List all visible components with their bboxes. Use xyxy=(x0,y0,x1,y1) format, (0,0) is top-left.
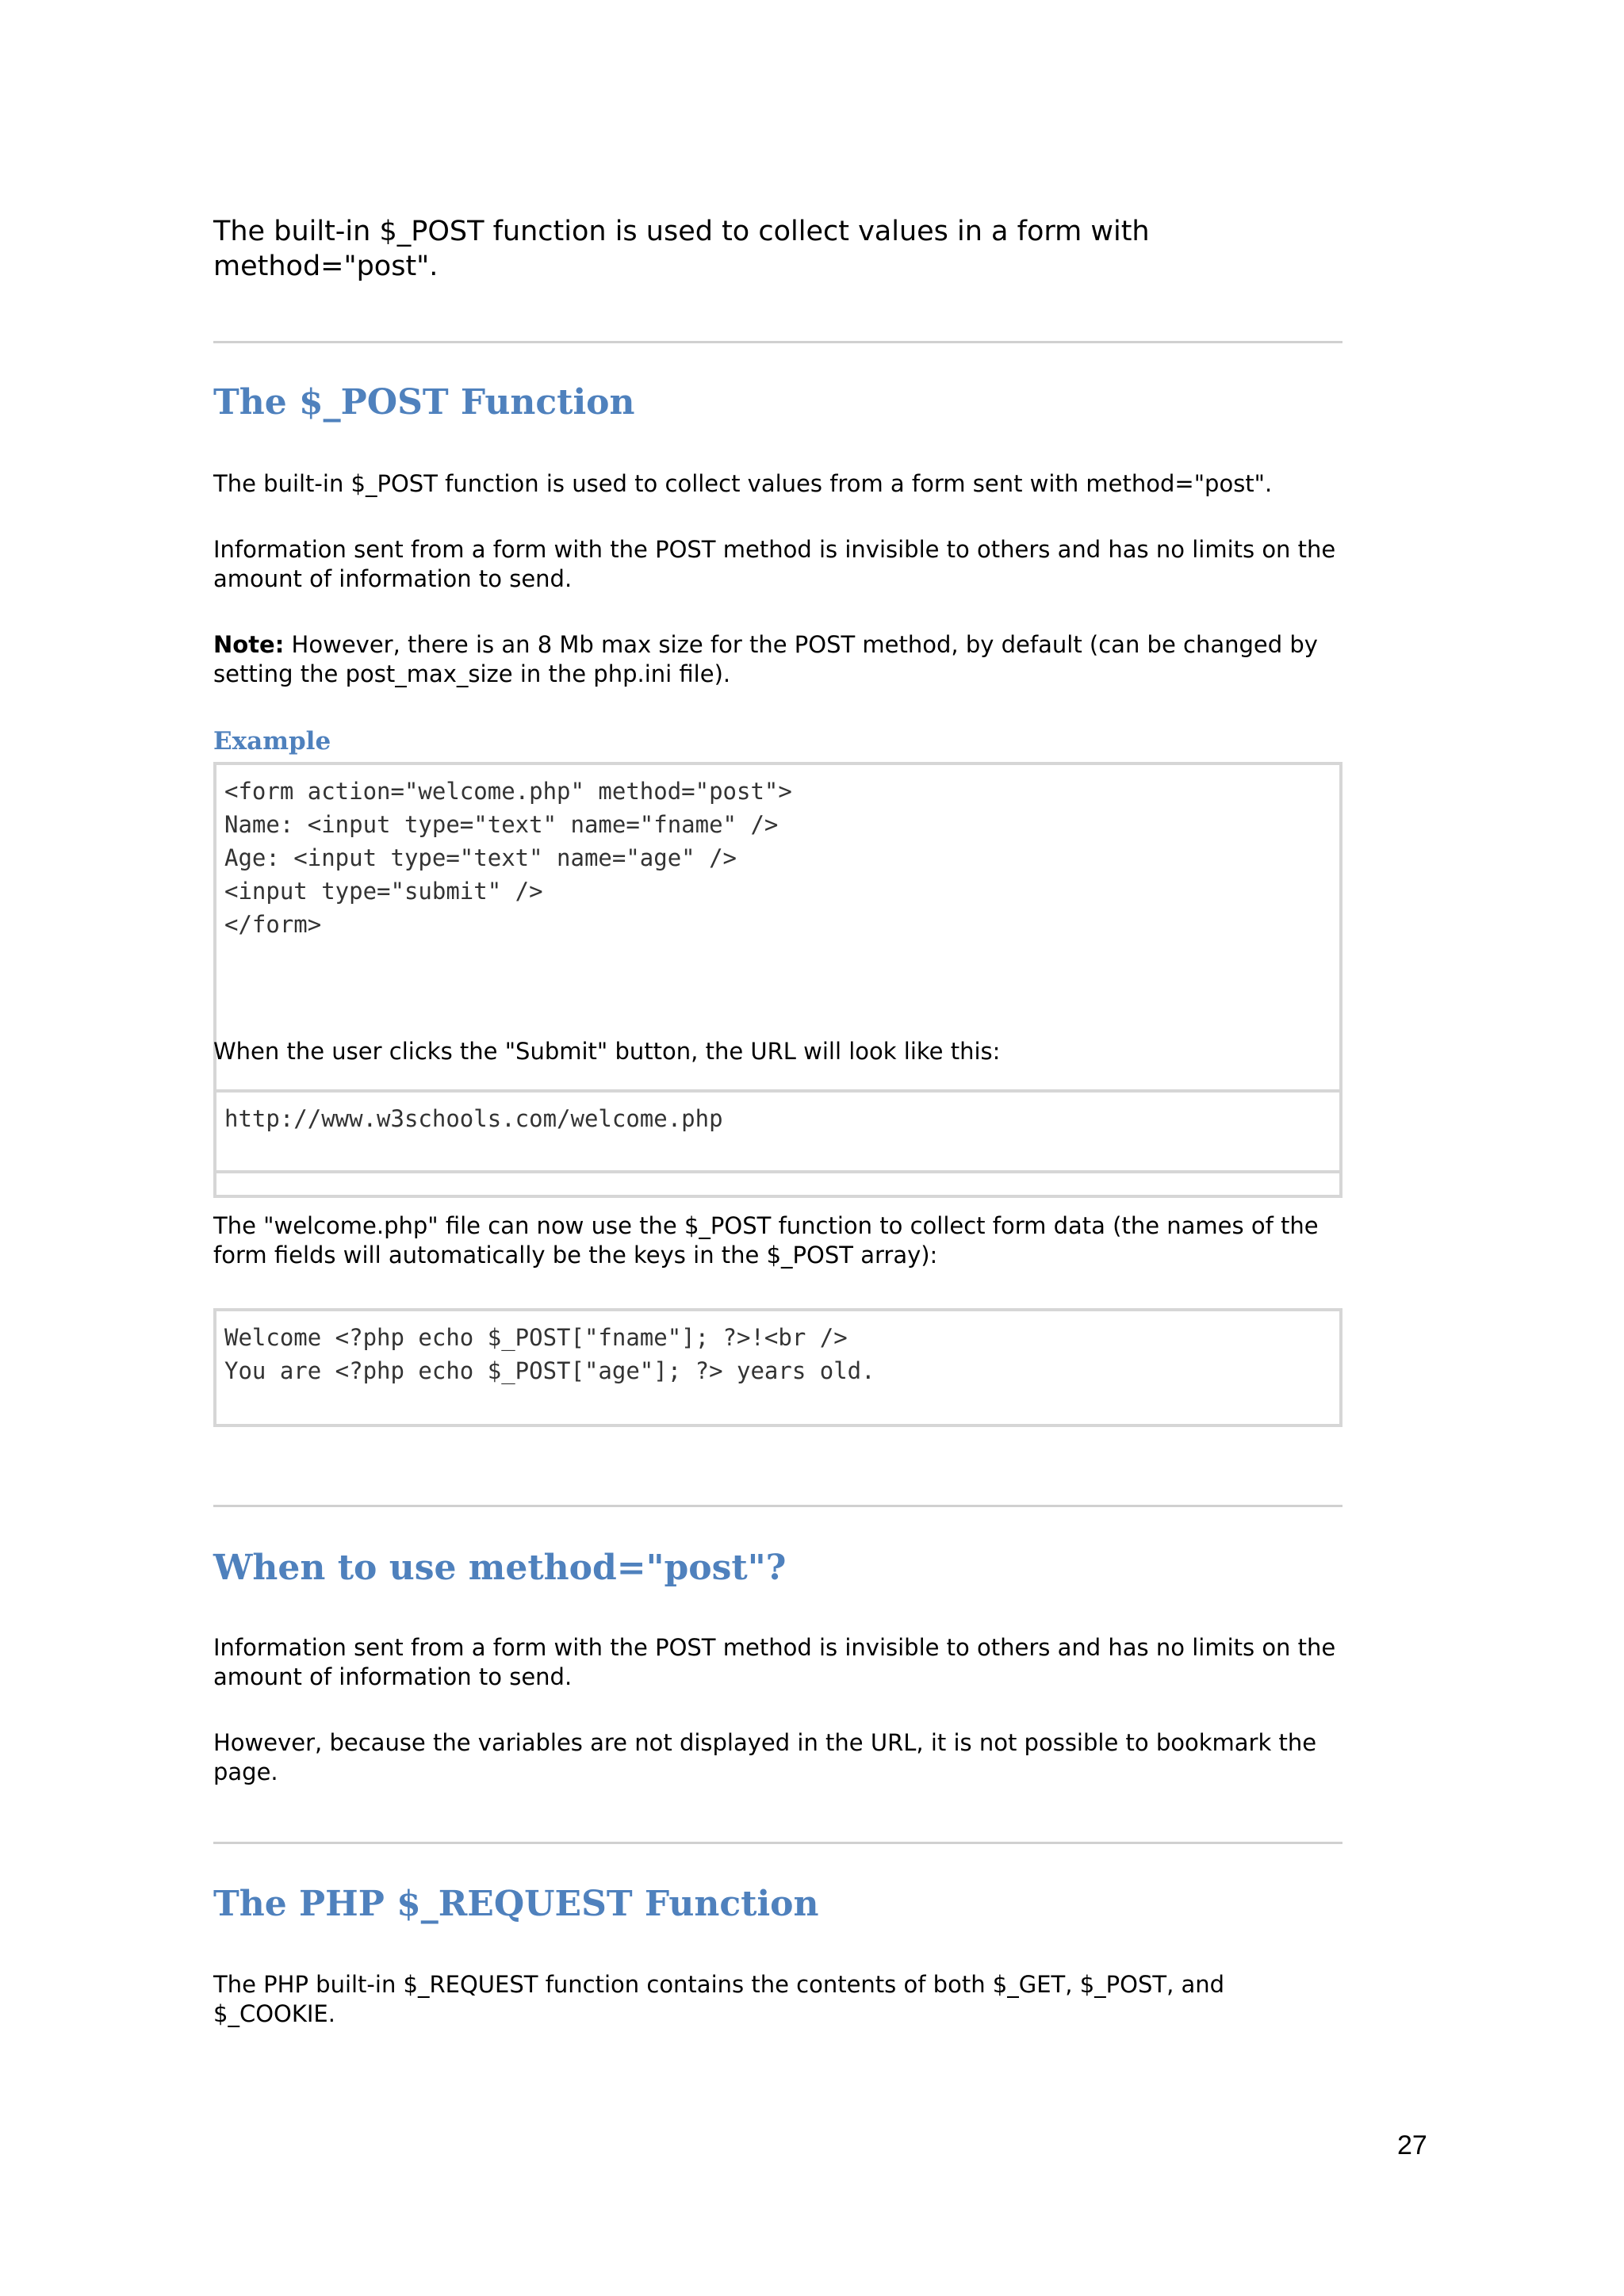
code-example-welcome xyxy=(213,1308,1342,1427)
post-paragraph-2: Information sent from a form with the POST method is invisible to others and has no limits on the amount of information to send. xyxy=(213,536,1336,592)
code-line: Age: <input type="text" name="age" /> xyxy=(224,844,737,871)
code-line: </form> xyxy=(224,911,322,938)
request-paragraph-1: The PHP built-in $_REQUEST function contains the contents of both $_GET, $_POST, and $_COOKIE. xyxy=(213,1971,1225,2027)
heading-when-to-use-post: When to use method="post"? xyxy=(213,1548,787,1588)
page-number: 27 xyxy=(1397,2130,1427,2160)
section-divider xyxy=(213,1842,1342,1844)
code-line: <input type="submit" /> xyxy=(224,878,543,905)
when-paragraph-1: Information sent from a form with the POST method is invisible to others and has no limits on the amount of information to send. xyxy=(213,1634,1336,1690)
code-line: <form action="welcome.php" method="post"> xyxy=(224,778,792,805)
code-example-url xyxy=(213,1089,1342,1173)
note-text: However, there is an 8 Mb max size for the POST method, by default (can be changed by setting the post_max_size in the php.ini file). xyxy=(213,631,1318,687)
post-note-paragraph xyxy=(213,630,1342,689)
example-label: Example xyxy=(213,727,331,756)
note-label: Note: xyxy=(213,631,285,658)
code-line: Welcome <?php echo $_POST["fname"]; ?>!<br /> xyxy=(224,1324,848,1351)
heading-post-function: The $_POST Function xyxy=(213,382,635,423)
heading-request-function: The PHP $_REQUEST Function xyxy=(213,1884,819,1924)
post-paragraph-1: The built-in $_POST function is used to collect values from a form sent with method="post". xyxy=(213,470,1273,497)
section-divider xyxy=(213,1505,1342,1507)
intro-paragraph: The built-in $_POST function is used to collect values in a form with method="post". xyxy=(213,216,1150,282)
section-divider xyxy=(213,341,1342,343)
when-paragraph-2: However, because the variables are not displayed in the URL, it is not possible to bookmark the page. xyxy=(213,1729,1317,1785)
post-paragraph-3: When the user clicks the "Submit" button, the URL will look like this: xyxy=(213,1038,1001,1065)
code-line: http://www.w3schools.com/welcome.php xyxy=(224,1105,723,1132)
post-paragraph-4: The "welcome.php" file can now use the $_POST function to collect form data (the names of the form fields will automatically be the keys in the $_POST array): xyxy=(213,1212,1319,1269)
code-line: You are <?php echo $_POST["age"]; ?> years old. xyxy=(224,1357,875,1384)
code-line: Name: <input type="text" name="fname" /> xyxy=(224,811,779,838)
